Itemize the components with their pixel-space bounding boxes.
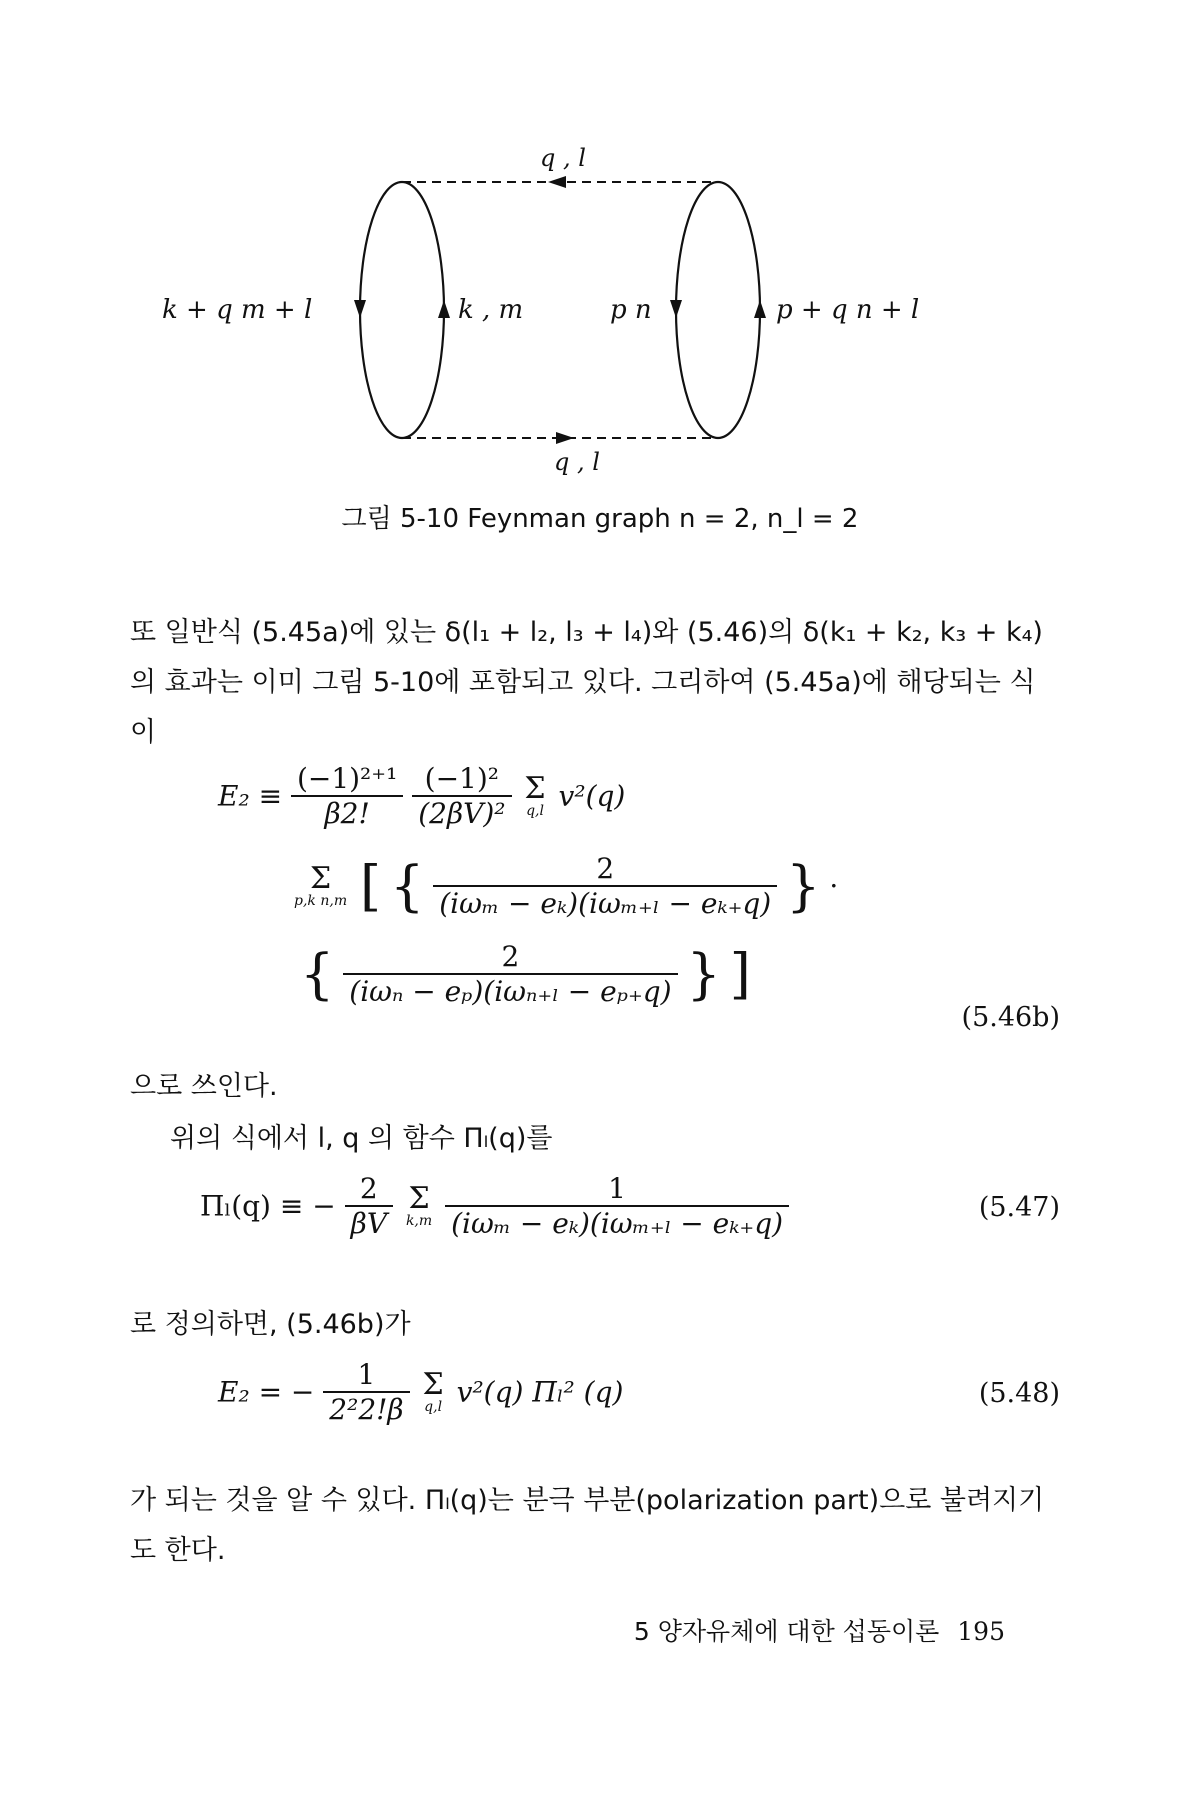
eq546b-lhs: E₂ ≡ <box>218 779 283 813</box>
equation-5-46b-line3: { $\frac{2}{\text{(iωₙ − eₚ)(iωₙ₊ₗ − eₚ₊q)}}$ } ] <box>300 940 751 1008</box>
eq547-fraction-1 <box>345 1172 393 1240</box>
eq548-sum-sub: q,l <box>424 1399 443 1415</box>
equation-5-46b-line1 <box>218 762 625 830</box>
eq546b-fraction-4 <box>343 940 677 1008</box>
equation-number-5-46b: (5.46b) <box>961 1002 1060 1033</box>
eq546b-sum2-sub: p,k n,m <box>294 893 348 909</box>
equation-5-47 <box>200 1172 789 1240</box>
inner-right-label: p n <box>610 295 652 325</box>
paragraph-1: 또 일반식 (5.45a)에 있는 δ(l₁ + l₂, l₃ + l₄)와 (5.46)의 δ(k₁ + k₂, k₃ + k₄)의 효과는 이미 그림 5-10에 포함되고 있다. 그리하여 (5.45a)에 해당되는 식이 <box>130 617 1043 748</box>
eq546b-term1: v²(q) <box>558 779 626 813</box>
feynman-diagram <box>0 0 1200 480</box>
equation-number-5-47: (5.47) <box>978 1192 1060 1223</box>
eq546b-f4-num: 2 <box>343 940 677 975</box>
eq546b-f1-num: (−1)²⁺¹ <box>291 762 403 797</box>
eq546b-f2-den: (2βV)² <box>418 797 506 830</box>
top-arrow-icon <box>548 176 566 188</box>
left-loop-up-arrow-icon <box>438 300 450 318</box>
eq547-fraction-2 <box>445 1172 789 1240</box>
right-fermion-loop <box>676 182 760 438</box>
page-footer <box>634 1612 1005 1648</box>
equation-5-48 <box>218 1358 623 1426</box>
figure-caption: 그림 5-10 Feynman graph n = 2, n_l = 2 <box>341 504 859 534</box>
eq548-term: v²(q) Πₗ² (q) <box>456 1375 624 1409</box>
eq546b-f3-den: (iωₘ − eₖ)(iωₘ₊ₗ − eₖ₊q) <box>439 887 772 920</box>
eq547-f2-num: 1 <box>445 1172 789 1207</box>
equation-number-5-48: (5.48) <box>978 1378 1060 1409</box>
eq548-f-den: 2²2!β <box>329 1393 404 1426</box>
footer-chapter: 5 양자유체에 대한 섭동이론 <box>633 1617 940 1646</box>
paragraph-4: 가 되는 것을 알 수 있다. Πₗ(q)는 분극 부분(polarization part)으로 불려지기도 한다. <box>130 1485 1045 1566</box>
bottom-arrow-icon <box>556 432 574 444</box>
eq548-sum: Σ q,l <box>422 1367 444 1415</box>
paragraph-after-eq: 으로 쓰인다. <box>130 1071 278 1102</box>
right-loop-down-arrow-icon <box>670 300 682 318</box>
eq546b-sum-2: Σ p,k n,m <box>294 861 348 909</box>
left-outer-label: k + q m + l <box>162 295 313 325</box>
eq547-sum-sub: k,m <box>405 1213 433 1229</box>
paragraph-3: 로 정의하면, (5.46b)가 <box>130 1309 411 1340</box>
eq548-fraction <box>323 1358 409 1426</box>
eq548-lhs: E₂ = − <box>218 1375 315 1409</box>
eq547-f1-num: 2 <box>345 1172 393 1207</box>
eq547-sum: Σ k,m <box>405 1181 433 1229</box>
top-momentum-label: q , l <box>540 144 586 172</box>
left-fermion-loop <box>360 182 444 438</box>
bottom-momentum-label: q , l <box>554 448 600 476</box>
eq546b-f4-den: (iωₙ − eₚ)(iωₙ₊ₗ − eₚ₊q) <box>349 975 672 1008</box>
eq546b-fraction-1 <box>291 762 403 830</box>
left-loop-down-arrow-icon <box>354 300 366 318</box>
eq547-f2-den: (iωₘ − eₖ)(iωₘ₊ₗ − eₖ₊q) <box>451 1207 784 1240</box>
eq546b-f1-den: β2! <box>324 797 370 830</box>
eq546b-sum-1: Σ q,l <box>524 771 546 819</box>
inner-left-label: k , m <box>458 295 524 325</box>
eq546b-f3-num: 2 <box>433 852 777 887</box>
right-loop-up-arrow-icon <box>754 300 766 318</box>
page-number: 195 <box>957 1617 1005 1646</box>
eq548-f-num: 1 <box>323 1358 409 1393</box>
eq546b-sum1-sub: q,l <box>526 803 544 819</box>
eq547-lhs: Πₗ(q) ≡ − <box>200 1189 336 1223</box>
eq547-f1-den: βV <box>350 1207 388 1240</box>
eq546b-fraction-2 <box>412 762 511 830</box>
right-outer-label: p + q n + l <box>776 295 920 325</box>
eq546b-fraction-3 <box>433 852 777 920</box>
equation-5-46b-line2: Σ p,k n,m [ { $\frac{2}{\text{(iωₘ − eₖ)(iωₘ₊ₗ − eₖ₊q)}}$ } · <box>294 852 839 920</box>
paragraph-2: 위의 식에서 l, q 의 함수 Πₗ(q)를 <box>170 1123 553 1154</box>
eq546b-f2-num: (−1)² <box>412 762 511 797</box>
